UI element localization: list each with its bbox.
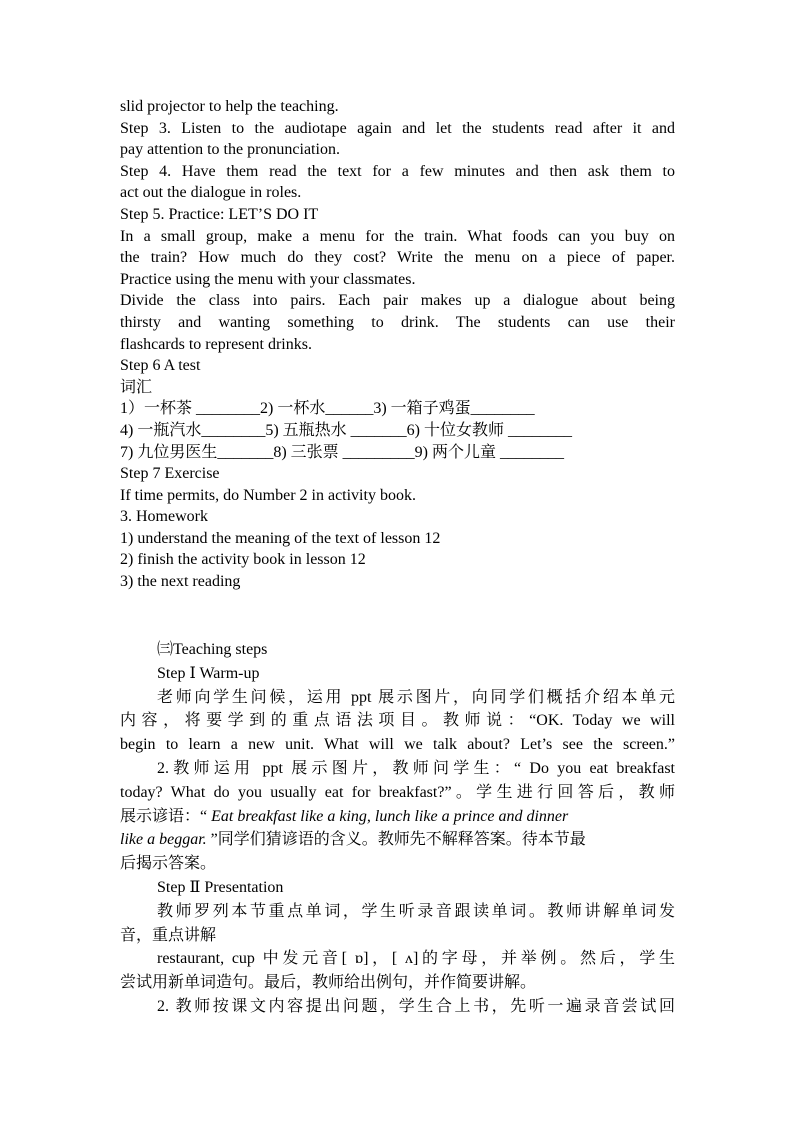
text-line: act out the dialogue in roles. — [120, 184, 302, 202]
text-line: slid projector to help the teaching. — [120, 98, 339, 115]
proverb-text: like a beggar. — [120, 831, 207, 849]
step-heading: Step Ⅰ Warm-up — [157, 664, 260, 682]
text-span: ”同学们猜谚语的含义。教师先不解释答案。待本节最 — [206, 831, 586, 849]
text-line: restaurant, cup 中发元音[ ɒ]，[ ʌ]的字母，并举例。然后，学生 — [157, 950, 675, 968]
text-line — [120, 828, 675, 852]
text-line: today? What do you usually eat for breakfast?”。学生进行回答后，教师 — [120, 783, 675, 801]
vocab-test-line: 7) 九位男医生_______8) 三张票 _________9) 两个儿童 ________ — [120, 443, 564, 461]
text-line: Divide the class into pairs. Each pair makes up a dialogue about being — [120, 292, 675, 310]
homework-item: 3) the next reading — [120, 573, 241, 591]
vocab-test-line: 1）一杯茶 ________2) 一杯水______3) 一箱子鸡蛋________ — [120, 400, 535, 418]
homework-item: 2) finish the activity book in lesson 12 — [120, 551, 366, 569]
vocab-heading: 词汇 — [120, 378, 153, 396]
text-line — [120, 805, 675, 829]
vocab-test-line: 4) 一瓶汽水________5) 五瓶热水 _______6) 十位女教师 ________ — [120, 421, 572, 439]
text-line: Practice using the menu with your classmates. — [120, 270, 416, 288]
text-line: Step 4. Have them read the text for a few minutes and then ask them to — [120, 162, 675, 180]
text-line: 内容，将要学到的重点语法项目。教师说：“OK. Today we will — [120, 712, 675, 730]
step-heading: Step 7 Exercise — [120, 465, 220, 483]
homework-item: 1) understand the meaning of the text of lesson 12 — [120, 529, 441, 547]
text-span: 展示谚语：“ — [120, 807, 208, 825]
section-heading: ㈢Teaching steps — [157, 641, 268, 658]
step-heading: Step 6 A test — [120, 357, 201, 375]
text-line: begin to learn a new unit. What will we talk about? Let’s see the screen.” — [120, 736, 675, 754]
text-line: In a small group, make a menu for the train. What foods can you buy on — [120, 227, 675, 245]
text-line: If time permits, do Number 2 in activity book. — [120, 486, 416, 504]
text-line: 教师罗列本节重点单词，学生听录音跟读单词。教师讲解单词发 — [157, 902, 675, 920]
text-line: thirsty and wanting something to drink. The students can use their — [120, 313, 675, 331]
step-heading: Step 5. Practice: LET’S DO IT — [120, 205, 319, 223]
text-line: pay attention to the pronunciation. — [120, 141, 340, 159]
step-heading: Step Ⅱ Presentation — [157, 878, 284, 896]
text-line: 老师向学生问候，运用 ppt 展示图片，向同学们概括介绍本单元 — [157, 688, 675, 706]
proverb-text: Eat breakfast like a king, lunch like a prince and dinner — [207, 807, 569, 825]
text-line: the train? How much do they cost? Write the menu on a piece of paper. — [120, 249, 675, 267]
homework-heading: 3. Homework — [120, 508, 208, 526]
text-line: 2. 教师按课文内容提出问题，学生合上书，先听一遍录音尝试回 — [157, 997, 675, 1015]
text-line: 后揭示答案。 — [120, 855, 217, 873]
text-line: 尝试用新单词造句。最后，教师给出例句，并作简要讲解。 — [120, 974, 537, 992]
text-line: 2.教师运用 ppt 展示图片，教师问学生：“ Do you eat breakfast — [157, 759, 675, 777]
text-line: flashcards to represent drinks. — [120, 335, 312, 353]
lesson-plan-part-1 — [120, 96, 675, 593]
text-line: 音，重点讲解 — [120, 926, 217, 944]
teaching-steps-section — [120, 638, 675, 1019]
text-line: Step 3. Listen to the audiotape again and let the students read after it and — [120, 119, 675, 137]
